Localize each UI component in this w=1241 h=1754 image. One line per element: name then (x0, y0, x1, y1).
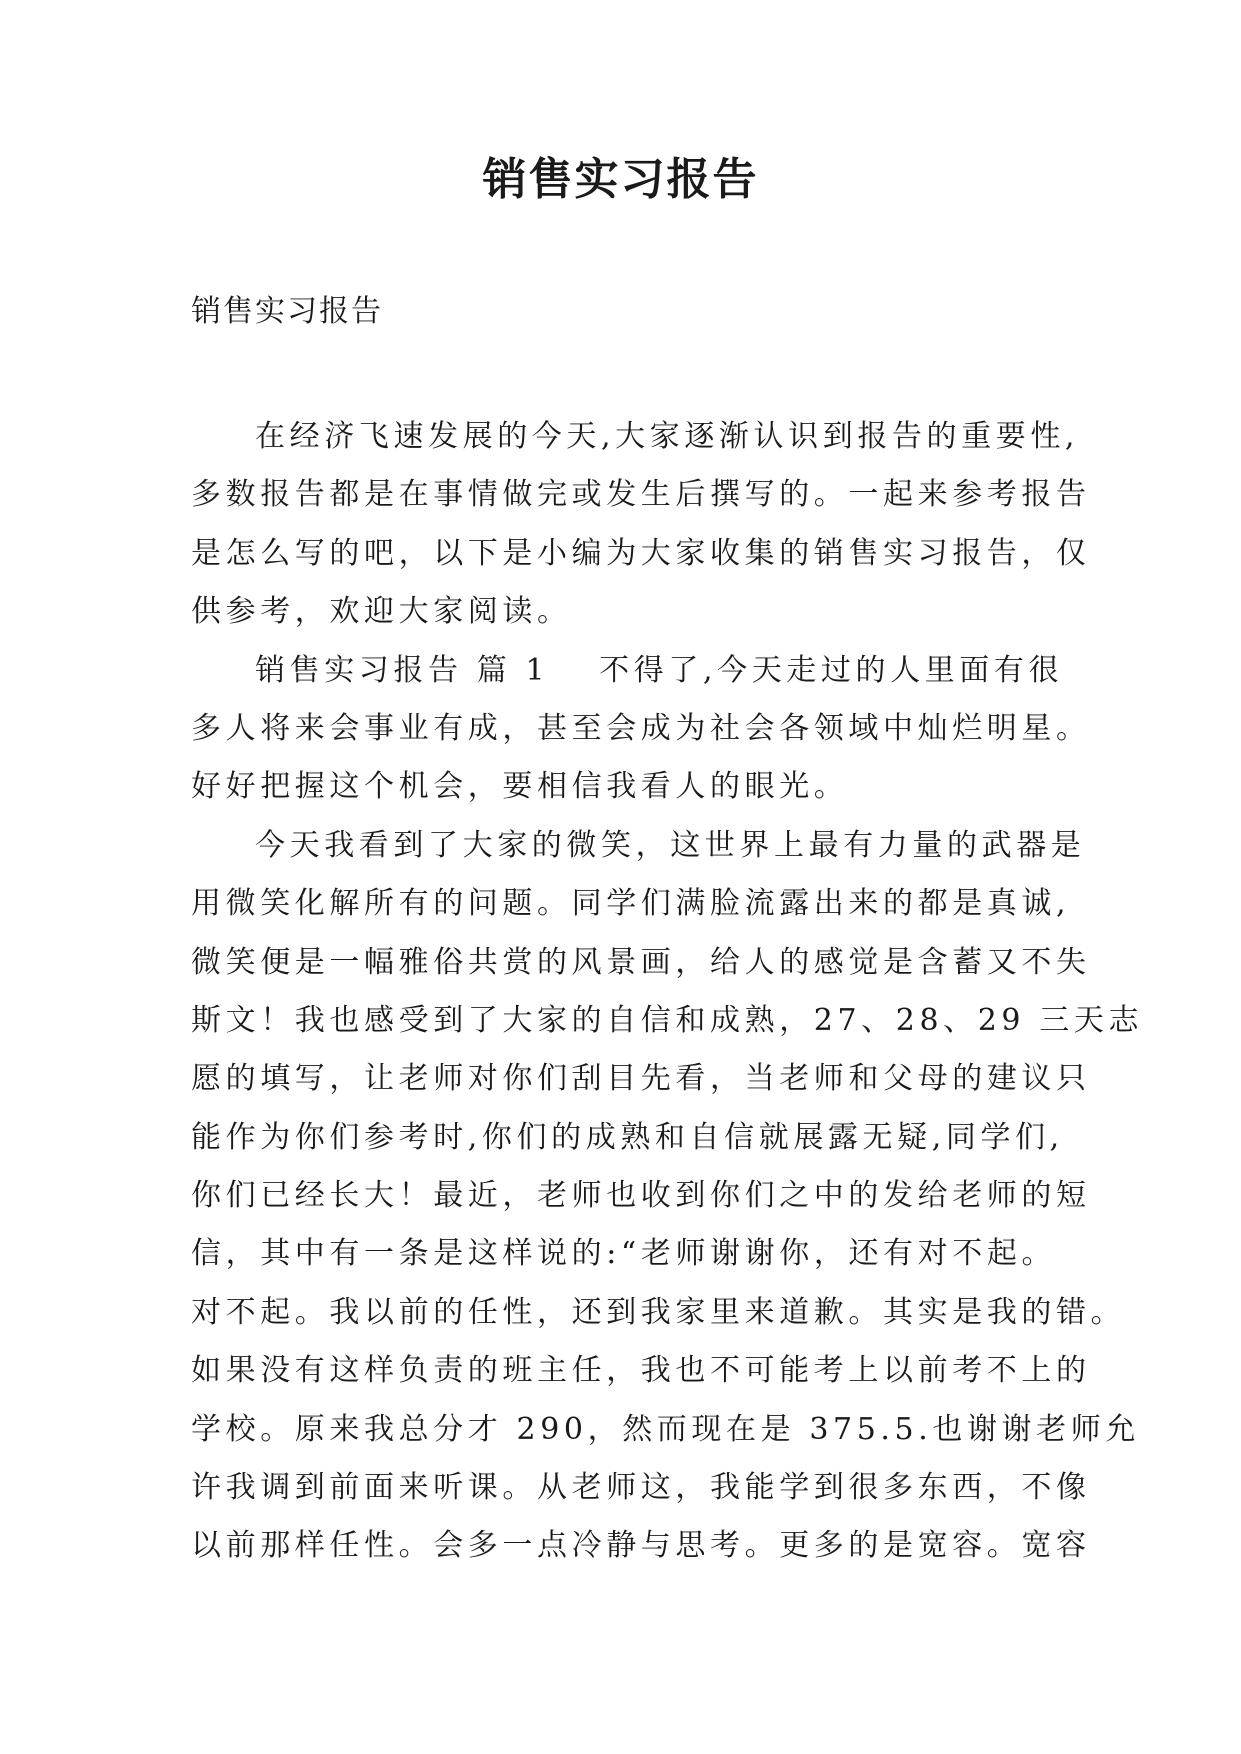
text-line: 多数报告都是在事情做完或发生后撰写的。一起来参考报告 (191, 477, 1091, 513)
section-heading: 销售实习报告 篇 1 (255, 652, 550, 688)
text-fragment: 不得了,今天走过的人里面有很 (599, 652, 1064, 688)
text-line: 以前那样任性。会多一点冷静与思考。更多的是宽容。宽容 (191, 1528, 1091, 1564)
text-line: 学校。原来我总分才 290，然而现在是 375.5.也谢谢老师允 (191, 1411, 1140, 1447)
text-line: 许我调到前面来听课。从老师这，我能学到很多东西，不像 (191, 1470, 1091, 1506)
paragraph-main (191, 817, 1144, 1576)
text-line: 如果没有这样负责的班主任，我也不可能考上以前考不上的 (191, 1353, 1091, 1389)
text-line: 今天我看到了大家的微笑，这世界上最有力量的武器是 (255, 827, 1086, 863)
text-line: 能作为你们参考时,你们的成熟和自信就展露无疑,同学们, (191, 1119, 1064, 1155)
paragraph-intro (191, 408, 1091, 642)
text-line: 用微笑化解所有的问题。同学们满脸流露出来的都是真诚, (191, 886, 1071, 922)
text-line: 信，其中有一条是这样说的:“老师谢谢你，还有对不起。 (191, 1236, 1057, 1272)
text-line: 是怎么写的吧，以下是小编为大家收集的销售实习报告，仅 (191, 535, 1091, 571)
paragraph-section-1 (191, 642, 1091, 817)
text-line: 你们已经长大！最近，老师也收到你们之中的发给老师的短 (191, 1178, 1091, 1214)
text-line: 愿的填写，让老师对你们刮目先看，当老师和父母的建议只 (191, 1061, 1091, 1097)
document-body (191, 408, 1144, 1576)
text-line: 对不起。我以前的任性，还到我家里来道歉。其实是我的错。 (191, 1294, 1126, 1330)
text-line (191, 642, 1064, 700)
text-line: 供参考，欢迎大家阅读。 (191, 594, 572, 630)
document-title: 销售实习报告 (482, 154, 759, 205)
text-line: 斯文！我也感受到了大家的自信和成熟，27、28、29 三天志 (191, 1002, 1144, 1038)
text-line: 微笑便是一幅雅俗共赏的风景画，给人的感觉是含蓄又不失 (191, 944, 1091, 980)
text-line: 好好把握这个机会，要相信我看人的眼光。 (191, 769, 849, 805)
text-line: 在经济飞速发展的今天,大家逐渐认识到报告的重要性, (255, 419, 1080, 454)
text-line: 多人将来会事业有成，甚至会成为社会各领域中灿烂明星。 (191, 710, 1091, 746)
document-subtitle: 销售实习报告 (191, 294, 383, 329)
